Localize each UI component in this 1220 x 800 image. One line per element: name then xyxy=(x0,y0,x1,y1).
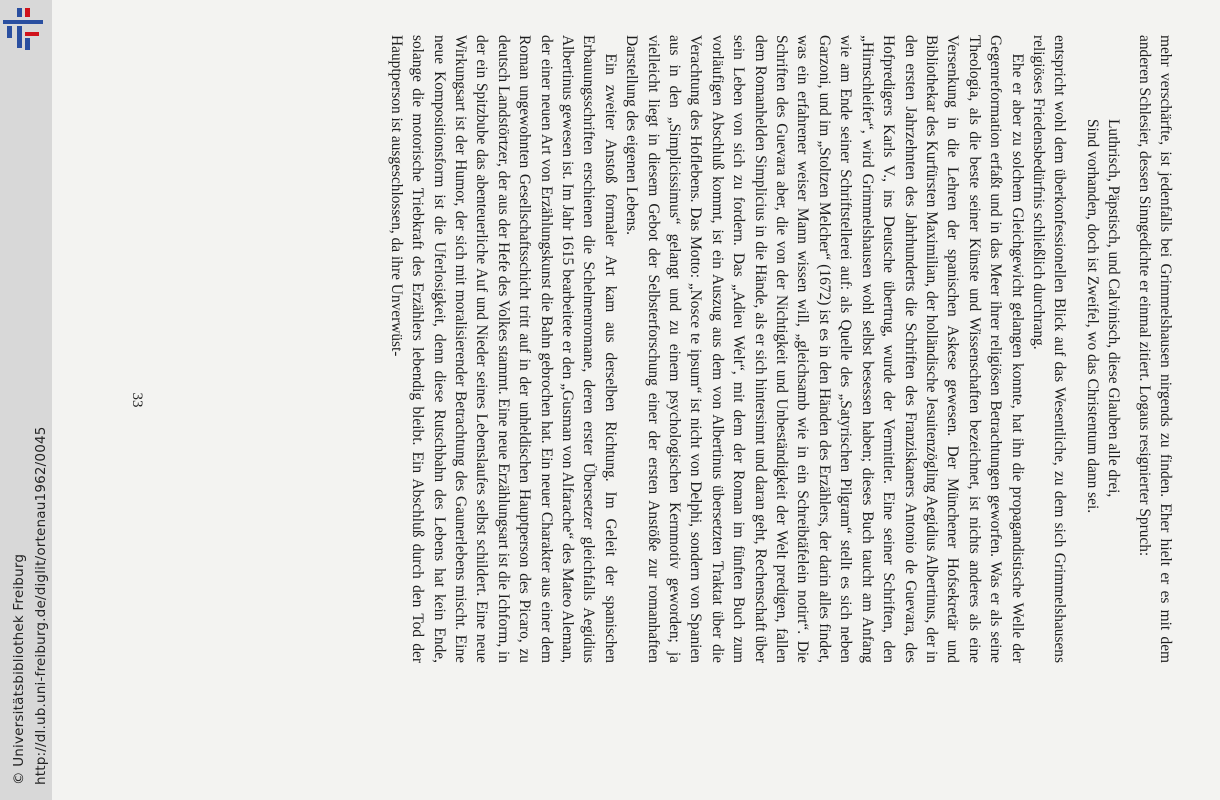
paragraph-4: Ein zweiter Anstoß formaler Art kam aus derselben Richtung. Im Geleit der spanischen Erbauungsschriften erschienen die Schelmenromane, deren erster Übersetzer gleichfalls Aegidius Albertinus gewesen ist. Im Jahr 1615 bearbeitete er den „Gusman von Alfarache“ des Mateo Aleman, der einer neuen Art von Erzählungskunst die Bahn gebrochen hat. Ein neuer Charakter aus einer dem Roman ungewohnten Gesellschaftsschicht tritt auf in der unheldischen Hauptperson des Picaro, zu deutsch Landstörtzer, der aus der Hefe des Volkes stammt. Eine neue Erzählungsart ist die Ichform, in der ein Spitzbube das abenteuerliche Auf und Nieder seines Lebenslaufes selbst schildert. Eine neue Wirkungsart ist der Humor, der sich mit moralisierender Betrachtung des Gaunerlebens mischt. Eine neue Kompositionsform ist die Uferlosigkeit, denn diese Rutschbahn des Lebens hat kein Ende, solange die motorische Triebkraft des Erzählers lebendig bleibt. Ein Abschluß durch den Tod der Hauptperson ist ausgeschlossen, da ihre Unverwüst- xyxy=(387,35,619,663)
watermark xyxy=(0,0,52,800)
paragraph-2: entspricht wohl dem überkonfessionellen Blick auf das Wesentliche, zu dem sich Grimmelshausens religiöses Friedensbedürfnis schließlich durchrang. xyxy=(1029,35,1069,663)
verse-line-2: Sind vorhanden, doch ist Zweifel, wo das Christentum dann sei. xyxy=(1083,119,1101,514)
verse-line-1: Luthrisch, Päpstisch, und Calvinisch, diese Glauben alle drei, xyxy=(1105,119,1123,498)
page-number: 33 xyxy=(129,392,145,408)
page-text xyxy=(385,35,1176,663)
book-page xyxy=(52,0,1220,800)
paragraph-3: Ehe er aber zu solchem Gleichgewicht gelangen konnte, hat ihn die propagandistische Welle der Gegenreformation erfaßt und in das Meer ihrer religiösen Betrachtungen geworfen. Was er als seine Theologia, als die beste seiner Künste und Wissenschaften bezeichnet, ist nichts anderes als eine Versenkung in die Lehren der spanischen Askese gewesen. Der Münchener Hofsekretär und Bibliothekar des Kurfürsten Maximilian, der holländische Jesuitenzögling Aegidius Albertinus, der in den ersten Jahrzehnten des Jahrhunderts die Schriften des Franziskaners Antonio de Guevara, des Hofpredigers Karls V., ins Deutsche übertrug, wurde der Vermittler. Eine seiner Schriften, den „Hirnschleifer“, wird Grimmelshausen wohl selbst besessen haben; dieses Buch taucht am Anfang wie am Ende seiner Schriftstellerei auf: als Quelle des „Satyrischen Pilgram“ stellt es sich neben Garzoni, und im „Stoltzen Melcher“ (1672) ist es in den Händen des Erzählers, der darin alles findet, was ein erfahrener weiser Mann wissen will, „gleichsamb wie in ein Schreibtäfelein notirt“. Die Schriften des Guevara aber, die von der Nichtigkeit und Unbeständigkeit der Welt predigen, fallen dem Romanhelden Simplicius in die Hände, als er sich hintersinnt und daran geht, Rechenschaft über sein Leben von sich zu fordern. Das „Adieu Welt“, mit dem der Roman im fünften Buch zum vorläufigen Abschluß kommt, ist ein Auszug aus dem von Albertinus übersetzten Traktat über die Verachtung des Hoflebens. Das Motto: „Nosce te ipsum“ ist nicht von Delphi, sondern von Spanien aus in den „Simplicissimus“ gelangt und zu einem psychologischen Kernmotiv geworden; ja vielleicht liegt in diesem Gebot der Selbsterforschung einer der ersten Anstöße zur romanhaften Darstellung des eigenen Lebens. xyxy=(623,35,1026,663)
watermark-url: http://dl.ub.uni-freiburg.de/diglit/ortenau1962/0045 xyxy=(33,426,49,785)
paragraph-1: mehr verschärfte, ist jedenfalls bei Grimmelshausen nirgends zu finden. Eher hielt er es mit dem anderen Schlesier, dessen Sinngedichte er einmal zitiert. Logaus resignierter Spruch: xyxy=(1135,35,1174,663)
watermark-copyright: © Universitätsbibliothek Freiburg xyxy=(11,553,27,785)
watermark-strip xyxy=(0,0,52,800)
verse-quote xyxy=(1081,35,1124,663)
scanned-page xyxy=(52,0,1220,800)
